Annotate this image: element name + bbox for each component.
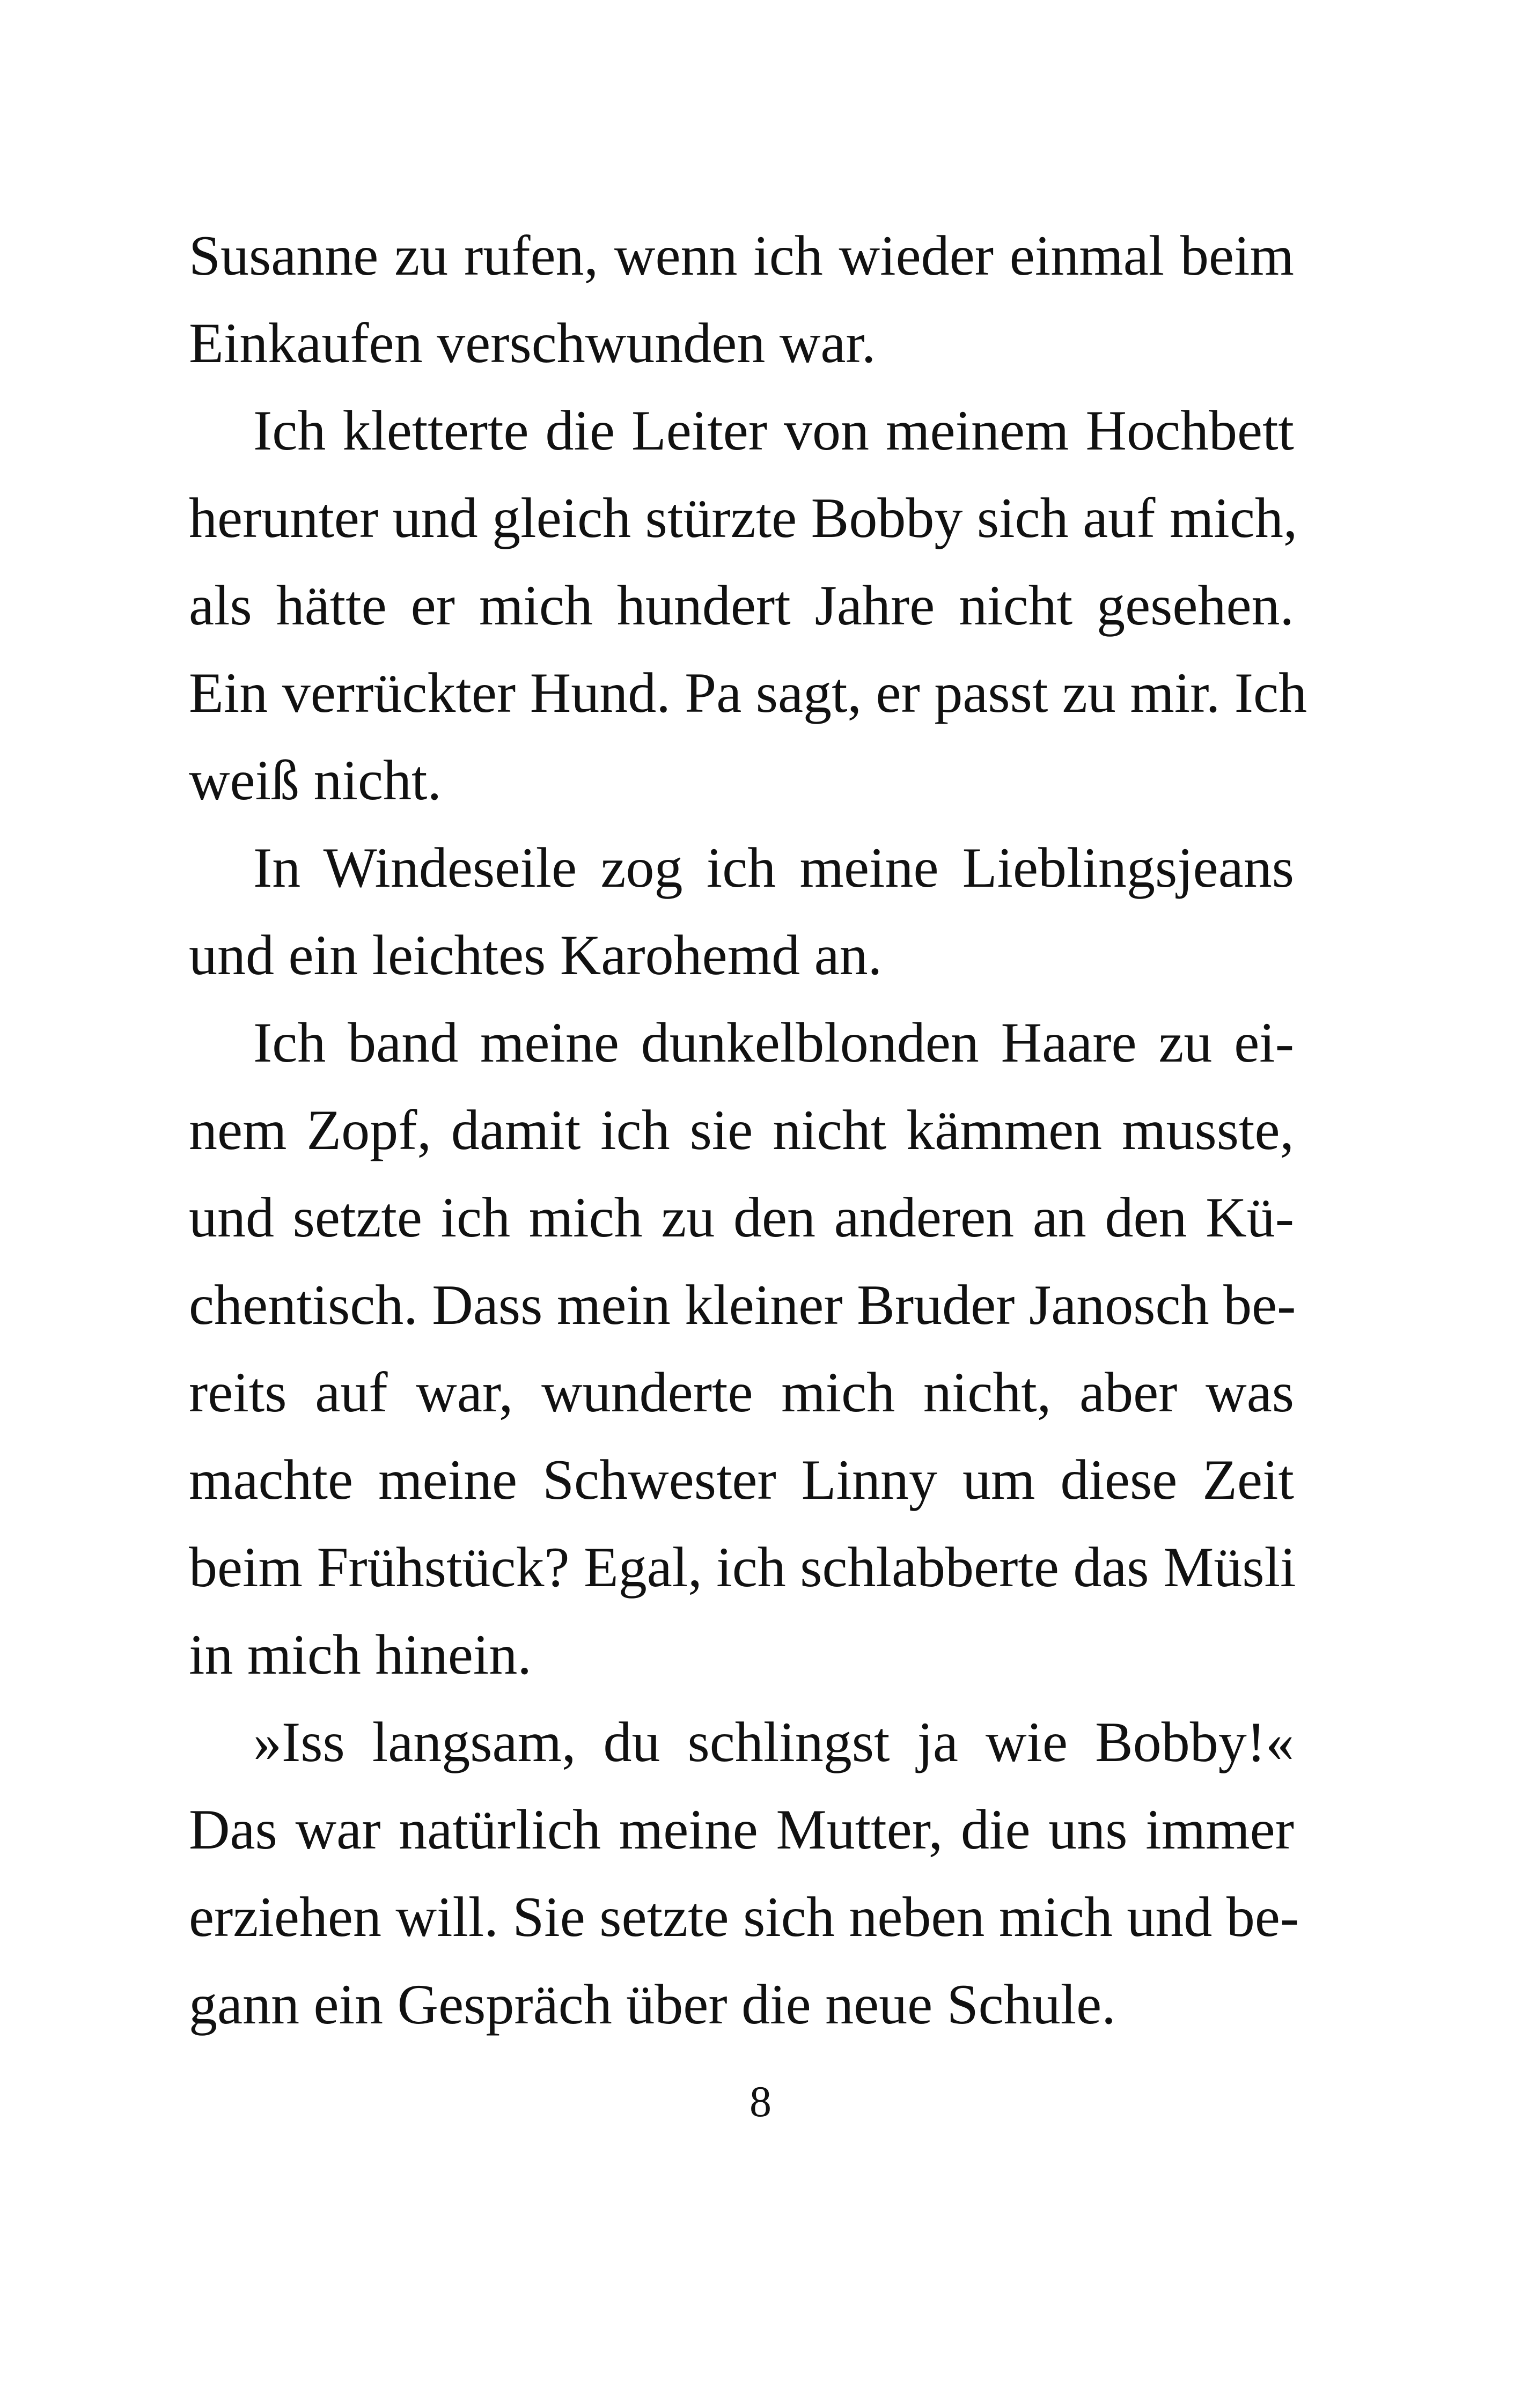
text-line: und setzte ich mich zu den anderen an den Kü-: [189, 1186, 1294, 1249]
paragraph-4: [189, 999, 1294, 1698]
text-line: reits auf war, wunderte mich nicht, aber was: [189, 1361, 1294, 1424]
text-line: in mich hinein.: [189, 1623, 532, 1686]
text-line: beim Frühstück? Egal, ich schlabberte das Müsli: [189, 1536, 1296, 1599]
text-line: machte meine Schwester Linny um diese Zeit: [189, 1448, 1294, 1511]
text-line: Ich kletterte die Leiter von meinem Hochbett: [253, 399, 1294, 462]
paragraph-5: [189, 1698, 1299, 2048]
paragraph-3: [189, 824, 1294, 999]
text-line: Ich band meine dunkelblonden Haare zu ei-: [253, 1011, 1294, 1074]
text-line: herunter und gleich stürzte Bobby sich auf mich,: [189, 487, 1298, 549]
text-line: gann ein Gespräch über die neue Schule.: [189, 1973, 1116, 2036]
page-number: 8: [750, 2077, 771, 2126]
text-line: als hätte er mich hundert Jahre nicht gesehen.: [189, 574, 1294, 637]
text-line: chentisch. Dass mein kleiner Bruder Janosch be-: [189, 1273, 1296, 1336]
text-line: Susanne zu rufen, wenn ich wieder einmal beim: [189, 224, 1294, 287]
paragraph-1: [189, 212, 1294, 387]
text-line: In Windeseile zog ich meine Lieblingsjeans: [253, 836, 1294, 899]
paragraph-2: [189, 387, 1307, 824]
text-line: Ein verrückter Hund. Pa sagt, er passt zu mir. Ich: [189, 661, 1307, 724]
text-line: weiß nicht.: [189, 749, 442, 812]
text-line: Das war natürlich meine Mutter, die uns immer: [189, 1798, 1294, 1861]
text-line: und ein leichtes Karohemd an.: [189, 924, 883, 986]
text-line: erziehen will. Sie setzte sich neben mich und be-: [189, 1886, 1299, 1948]
body-text: [189, 212, 1307, 2048]
text-line: Einkaufen verschwunden war.: [189, 312, 876, 374]
text-line: nem Zopf, damit ich sie nicht kämmen musste,: [189, 1099, 1294, 1161]
text-line: »Iss langsam, du schlingst ja wie Bobby!«: [253, 1711, 1294, 1773]
